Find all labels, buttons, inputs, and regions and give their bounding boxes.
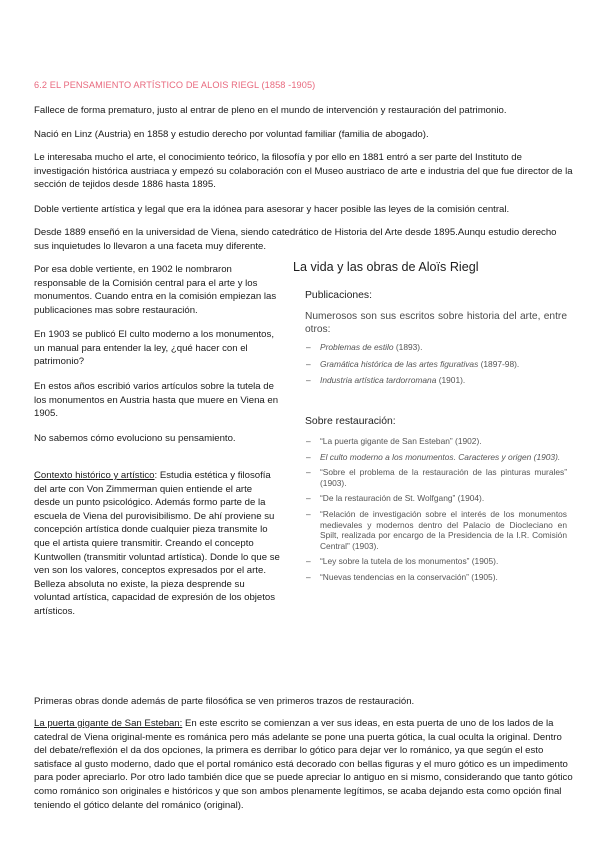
- paragraph-double-aspect: Doble vertiente artística y legal que era la idónea para asesorar y hacer posible las leyes de la comisión central.: [34, 204, 510, 215]
- list-item: – “Ley sobre la tutela de los monumentos” (1905).: [306, 556, 499, 567]
- restauracion-list: [305, 436, 567, 583]
- paragraph-teaching: Desde 1889 enseñó en la universidad de Viena, siendo catedrático de Historia del Arte desde 1895.Aunqu estudio derecho sus inquietudes lo llevaron a una faceta muy diferente.: [34, 227, 557, 252]
- publicaciones-label: Publicaciones:: [305, 290, 373, 301]
- paragraph-first-works: Primeras obras donde además de parte filosófica se ven primeros trazos de restauración.: [34, 696, 415, 707]
- list-item: – “De la restauración de St. Wolfgang” (1904).: [306, 493, 485, 504]
- infobox-title: La vida y las obras de Aloïs Riegl: [293, 260, 479, 274]
- paragraph-evolution: No sabemos cómo evoluciono su pensamiento.: [34, 433, 236, 444]
- paragraph-context: [34, 469, 280, 619]
- paragraph-culto-moderno: En 1903 se publicó El culto moderno a los monumentos, un manual para entender la ley, ¿qué hacer con el patrimonio?: [34, 329, 274, 368]
- paragraph-puerta: [34, 717, 574, 812]
- publicaciones-list: [305, 342, 567, 386]
- list-item: – “Nuevas tendencias en la conservación” (1905).: [306, 571, 498, 582]
- section-heading: 6.2 EL PENSAMIENTO ARTÍSTICO DE ALOIS RIEGL (1858 -1905): [34, 80, 316, 90]
- context-text: : Estudia estética y filosofía del arte con Von Zimmerman quien entiende el arte desde un punto psicológico. Además formo parte de la escuela de Viena del purovisibilismo. De ahí proviene su concepción artística donde cualquier pieza transmite lo que el artista quiere transmitir. Creando el concepto Kuntwollen (transmitir voluntad artística). Donde lo que se ven son los valores, conceptos expresados por el arte. Belleza absoluta no existe, la pieza desprende su voluntad artística, capacidad de expresión de los objetos artísticos.: [34, 470, 280, 617]
- paragraph-death: Fallece de forma prematuro, justo al entrar de pleno en el mundo de intervención y restauración del patrimonio.: [34, 105, 507, 116]
- list-item: – “Relación de investigación sobre el interés de los monumentos medievales y modernos dentro del Palacio de Diocleciano en Spilt, realizada por encargo de la Presidencia de la I.R. Comisión Central” (1903).: [306, 508, 567, 551]
- puerta-text: En este escrito se comienzan a ver sus ideas, en esta puerta de uno de los lados de la catedral de Viena original-mente es románica pero más adelante se pone una puerta gótica, la cual oculta la original. Dentro del debate/reflexión el da dos opciones, la primera es derribar lo gótico para dejar ver lo románico, ya que según el esto satisface al gusto moderno, dado que el portal románico está decorado con bellas figuras y el muro gótico es un impedimento para poder apreciarlo. Por otro lado también dice que se puede apreciar lo antiguo en si mismo, considerando que tanto gótico como románico son originales e históricos y que son ambos plenamente legítimos, se acaba dejando esta como opción final teniendo el gótico delante del románico (original).: [34, 718, 573, 811]
- context-label: Contexto histórico y artístico: [34, 470, 155, 481]
- list-item: – “La puerta gigante de San Esteban” (1902).: [306, 436, 482, 446]
- riegl-infobox: [290, 260, 580, 600]
- paragraph-commission: Por esa doble vertiente, en 1902 le nombraron responsable de la Comisión central para el arte y los monumentos. Cuando entra en la comisión empiezan las publicaciones mas sobre restauración.: [34, 264, 277, 316]
- list-item: – “Sobre el problema de la restauración de las pinturas murales” (1903).: [306, 467, 567, 488]
- puerta-label: La puerta gigante de San Esteban:: [34, 718, 183, 729]
- paragraph-interest: Le interesaba mucho el arte, el conocimiento teórico, la filosofía y por ello en 1881 entró a ser parte del Instituto de investigación histórica austriaca y empezó su colaboración con el Museo austriaco de arte e industria del que fue director de la sección de tejidos desde 1886 hasta 1895.: [34, 152, 573, 191]
- list-item: – Gramática histórica de las artes figurativas (1897-98).: [306, 358, 520, 369]
- restauracion-label: Sobre restauración:: [305, 416, 396, 427]
- paragraph-articles: En estos años escribió varios artículos sobre la tutela de los monumentos en Austria hasta que muere en Viena en 1905.: [34, 381, 279, 420]
- list-item: – Industria artística tardorromana (1901).: [306, 375, 466, 386]
- list-item: – Problemas de estilo (1893).: [306, 342, 423, 352]
- paragraph-birth: Nació en Linz (Austria) en 1858 y estudio derecho por voluntad familiar (familia de abogado).: [34, 129, 429, 140]
- list-item: – El culto moderno a los monumentos. Caracteres y origen (1903).: [306, 451, 561, 462]
- publicaciones-intro: Numerosos son sus escritos sobre historia del arte, entre otros:: [305, 311, 567, 335]
